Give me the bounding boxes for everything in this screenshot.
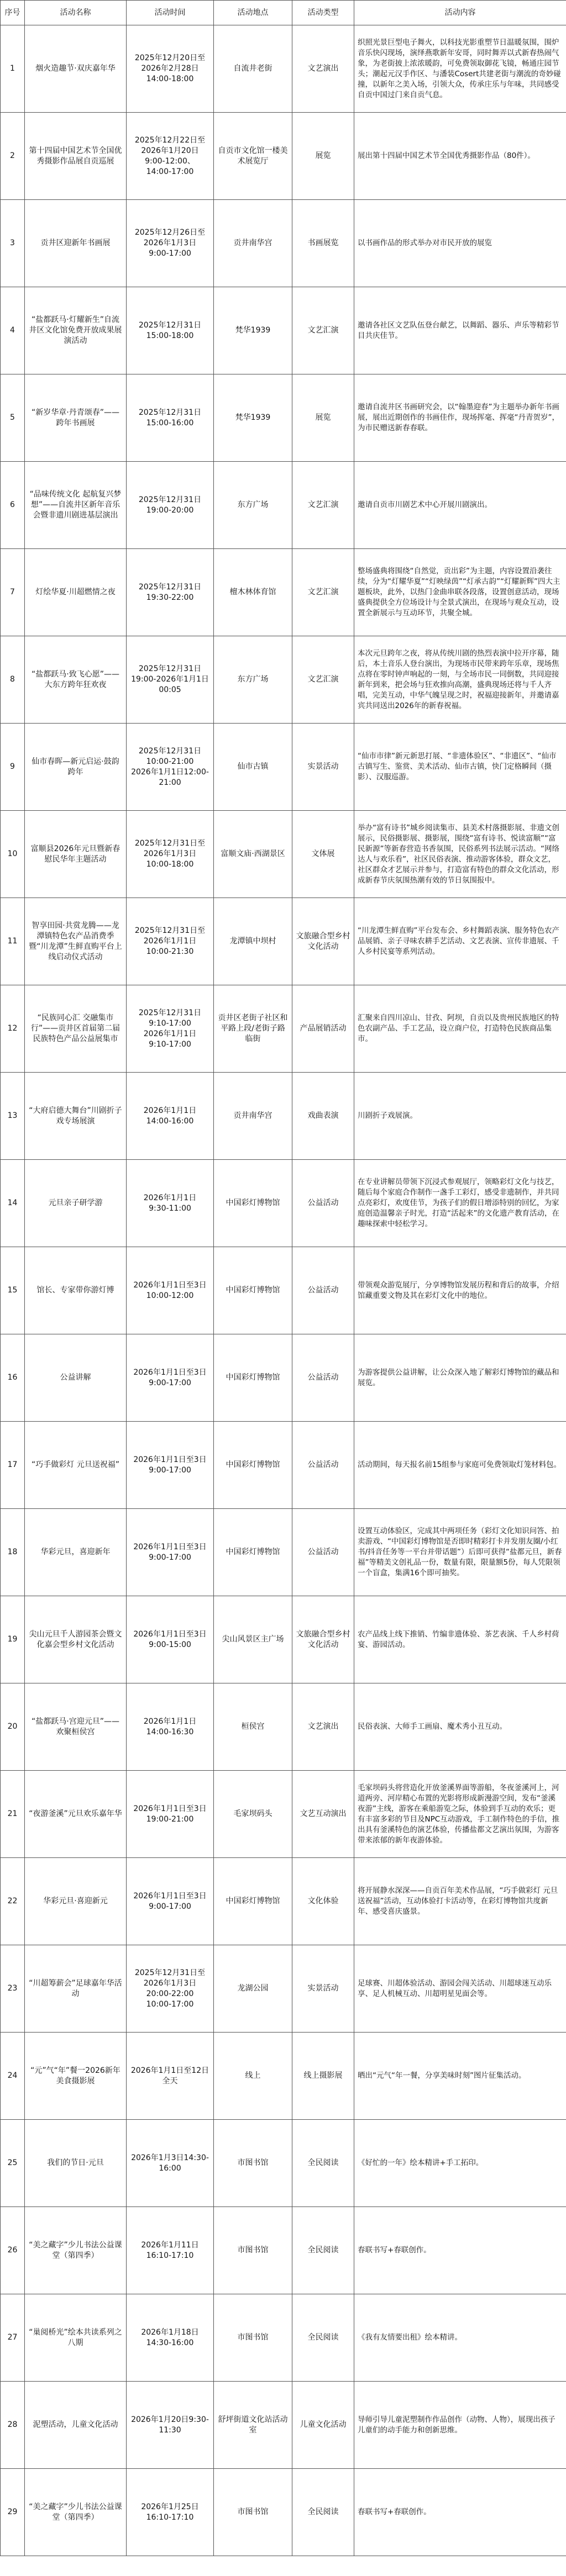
activity-type: 公益活动 [292,1160,354,1247]
activity-place: 仙市古镇 [214,724,292,811]
activity-name: 贡井区迎新年书画展 [25,200,127,287]
header-name: 活动名称 [25,1,127,25]
activity-time: 2025年12月31日 9:10-17:00 2026年1月1日 9:10-17:00 [127,985,214,1073]
activity-name: 馆长、专家带你游灯博 [25,1247,127,1334]
row-number: 17 [1,1422,25,1509]
activity-type: 儿童文化活动 [292,2382,354,2469]
activity-name: “品味传统文化 起航复兴梦想”——自流井区新年音乐会暨非遗川剧进基层演出 [25,462,127,549]
activity-type: 展览 [292,374,354,462]
activity-type: 实景活动 [292,724,354,811]
row-number: 21 [1,1771,25,1858]
activity-name: “美之藏字”少儿书法公益课堂（第四季） [25,2469,127,2556]
activity-type: 公益活动 [292,1422,354,1509]
activity-name: “美之藏字”少儿书法公益课堂（第四季） [25,2207,127,2294]
activity-time: 2025年12月26日至2026年1月3日 9:00-17:00 [127,200,214,287]
table-row [1,1073,566,1160]
activity-place: 毛家坝码头 [214,1771,292,1858]
activity-place: 中国彩灯博物馆 [214,1858,292,1945]
activity-place: 贡井区老街子社区和平路上段/老街子路临街 [214,985,292,1073]
activity-place: 檀木林体育馆 [214,549,292,636]
activity-type: 公益活动 [292,1509,354,1596]
table-row [1,374,566,462]
activity-time: 2026年1月1日至3日 9:00-17:00 [127,1422,214,1509]
activity-content: 活动期间，每天报名前15组参与家庭可免费领取灯笼材料包。 [354,1422,566,1509]
activity-content: “仙市市律”新元新思打展、“非遗体验区”、“非遗区”、“仙市古镇写生、鉴赏、美术活动、仙市古镇，快门定格瞬间（摄影）、汉服巡游。 [354,724,566,811]
activity-name: 尖山元旦千人游园茶会暨文化嘉会型乡村文化活动 [25,1596,127,1683]
activity-type: 戏曲表演 [292,1073,354,1160]
activity-time: 2026年1月1日至3日 9:00-17:00 [127,1858,214,1945]
row-number: 5 [1,374,25,462]
table-row [1,1771,566,1858]
activity-content: 为游客提供公益讲解，让公众深入地了解彩灯博物馆的藏品和展览。 [354,1334,566,1422]
activity-time: 2025年12月20日至2026年2月28日 14:00-18:00 [127,25,214,113]
activity-time: 2026年1月25日 16:10-17:10 [127,2469,214,2556]
table-row [1,549,566,636]
activity-name: 泥塑活动，儿童文化活动 [25,2382,127,2469]
activity-place: 梵华1939 [214,374,292,462]
activity-name: 元旦亲子研学游 [25,1160,127,1247]
table-row [1,636,566,724]
activity-name: “盐都跃马·宫迎元旦”——欢聚桓侯宫 [25,1683,127,1771]
table-body [1,25,566,2556]
activity-type: 文艺演出 [292,1683,354,1771]
activity-content: 在专业讲解员带领下沉浸式参观展厅，领略彩灯文化与技艺，随后每个家庭合作制作一盏手工彩灯，感受非遗制作，并共同点亮彩灯，欢度佳节，为孩子们的假日增添特别的回忆，为家庭创造温馨亲子时光，打造“活起来”的文化遗产教育活动，在趣味探索中轻松学习。 [354,1160,566,1247]
table-row [1,2469,566,2556]
row-number: 12 [1,985,25,1073]
activity-type: 文体展 [292,811,354,898]
table-row [1,113,566,200]
activity-time: 2026年1月1日至3日 9:00-17:00 [127,1334,214,1422]
activity-content: 《好忙的一年》绘本精讲+手工拓印。 [354,2120,566,2207]
row-number: 29 [1,2469,25,2556]
table-row [1,1945,566,2033]
activity-time: 2026年1月20日9:30-11:30 [127,2382,214,2469]
activity-place: 中国彩灯博物馆 [214,1334,292,1422]
table-row [1,2120,566,2207]
activity-content: 织照光景巨型电子舞火，以科技光影重塑节日温暖氛围，围炉音乐快闪现场，演绎燕歌新年安哥，同时舞弄以式新春热闹气象，为老街披上浓浓暖韵，可免费领取御花飞镜，畅通庄园节头；潮起元汉手作区、与潘装Cosert共建老街与潮流的奇妙碰撞，以新年之美入场，引领大众，传承庄乐与年味，共同感受自贡中国过门来自贡气息。 [354,25,566,113]
table-row [1,1596,566,1683]
activity-time: 2026年1月1日 9:30-11:00 [127,1160,214,1247]
table-row [1,2033,566,2120]
table-row [1,1683,566,1771]
activity-time: 2026年1月11日 16:10-17:10 [127,2207,214,2294]
activity-content: 展出第十四届中国艺术节全国优秀摄影作品（80件）。 [354,113,566,200]
activity-name: 灯绘华夏·川超燃情之夜 [25,549,127,636]
activity-content: 邀请自流井区书画研究会，以“翰墨迎春”为主题举办新年书画展，展出近期创作的书画佳作，现场挥毫、挥毫“丹青贺岁”，为市民赠送新春春联。 [354,374,566,462]
table-row [1,200,566,287]
row-number: 14 [1,1160,25,1247]
activity-content: 足球赛、川超体验活动、游园会闯关活动、川超球迷互动乐享、足人机械互动、川超明星见面会等。 [354,1945,566,2033]
row-number: 23 [1,1945,25,2033]
activity-type: 线上摄影展 [292,2033,354,2120]
activity-place: 市图书馆 [214,2207,292,2294]
activity-content: 带领观众游览展厅，分享博物馆发展历程和背后的故事，介绍馆藏重要文物及其在彩灯文化中的地位。 [354,1247,566,1334]
activity-name: 华彩元旦，喜迎新年 [25,1509,127,1596]
activity-content: 《我有友情要出租》绘本精讲。 [354,2294,566,2382]
row-number: 24 [1,2033,25,2120]
row-number: 4 [1,287,25,374]
table-row [1,985,566,1073]
table-row [1,1160,566,1247]
activity-time: 2026年1月18日 14:30-16:00 [127,2294,214,2382]
activity-type: 文艺演出 [292,25,354,113]
table-row [1,1422,566,1509]
table-row [1,1858,566,1945]
row-number: 13 [1,1073,25,1160]
activity-type: 文艺汇演 [292,287,354,374]
header-time: 活动时间 [127,1,214,25]
activity-type: 全民阅读 [292,2294,354,2382]
activity-content: 邀请自贡市川剧艺术中心开展川剧演出。 [354,462,566,549]
activity-content: 春联书写+春联创作。 [354,2207,566,2294]
activity-place: 尖山风景区主广场 [214,1596,292,1683]
table-row [1,2382,566,2469]
activity-place: 贡井南华宫 [214,1073,292,1160]
activity-name: “盐都跃马·灯耀新生”自流井区文化馆免费开放成果展演活动 [25,287,127,374]
table-row [1,2207,566,2294]
table-row [1,1509,566,1596]
activity-place: 市图书馆 [214,2469,292,2556]
activity-content: 毛家坝码头将营造化开放釜溪界面等游船，冬夜釜溪河上，河道两旁、河岸精心布置的光影将形成新漫游空间，发布“釜溪夜游”主线，游客在乘船游览之际，体验到手互动的欢乐；更有丰富多彩的节目及NPC互动游戏，手工制作特色的手信，推出具有釜溪特色的演艺体验，传播盐都文艺演出氛围，为游客带来浓郁的新年夜游体验。 [354,1771,566,1858]
activity-content: 整场盛典将围绕“自然觉，贡出彩”为主题，内容设置沿袭往续，分为“灯耀华夏”“灯映绿茵”“灯承古韵”“灯耀新辉”四大主题板块，此外，以热门金曲串联各段落，设置创意活动，现场盛典提供全方位场设计与全景式演出，在现场与观众互动，设置全新展示与互动环节，共聚全城。 [354,549,566,636]
activity-name: 我们的节日·元旦 [25,2120,127,2207]
activity-type: 书画展览 [292,200,354,287]
row-number: 20 [1,1683,25,1771]
row-number: 25 [1,2120,25,2207]
activity-place: 富顺文庙·西湖景区 [214,811,292,898]
activity-content: 举办“富有诗书”城乡阅读集市、县美术村落摄影展、非遗文创展示，民俗摄影展、摄影展，围绕“富有诗书、悦读富顺”“富民新源”等新春营造书香氛围，民俗系列书法展示活动。“网络达人与欢乐看”，社区民俗表演、推动游客体验，群众文艺，社区群众才艺展示并参与，打造富有特色的群众文化活动，形成新春节庆氛围热潮有效的节日氛围报中。 [354,811,566,898]
activity-type: 文艺汇演 [292,549,354,636]
activity-place: 自流井老街 [214,25,292,113]
activity-place: 龙潭镇中坝村 [214,898,292,985]
activity-name: 第十四届中国艺术节全国优秀摄影作品展自贡巡展 [25,113,127,200]
activity-time: 2026年1月1日至3日 19:00-21:00 [127,1771,214,1858]
activity-type: 全民阅读 [292,2207,354,2294]
activity-name: “川超筹薪会”足球嘉年华活动 [25,1945,127,2033]
activity-type: 实景活动 [292,1945,354,2033]
activity-time: 2026年1月1日 14:00-16:30 [127,1683,214,1771]
activity-time: 2026年1月1日至12日全天 [127,2033,214,2120]
header-num: 序号 [1,1,25,25]
row-number: 7 [1,549,25,636]
activity-content: 设置互动体验区，完成其中两项任务（彩灯文化知识问答、拍卖游戏、“中国彩灯博物馆是否即时精彩打卡并发朋友圈/小红书/抖音任务等一平台并带话题”）后即可获得“盐都元旦，新春福”等精美文创礼品一份，数量有限，限量额5份，每人凭限领一个盲盒，集满16个即可抽奖。 [354,1509,566,1596]
activity-type: 公益活动 [292,1334,354,1422]
activity-name: “元”气“年”餐一2026新年美食摄影展 [25,2033,127,2120]
activity-name: 仙市春晖—新元启运·鼓韵跨年 [25,724,127,811]
activity-place: 东方广场 [214,462,292,549]
activity-type: 文旅融合型乡村文化活动 [292,1596,354,1683]
row-number: 15 [1,1247,25,1334]
activity-time: 2025年12月31日 15:00-16:00 [127,374,214,462]
table-row [1,2294,566,2382]
activity-time: 2025年12月31日 10:00-21:00 2026年1月1日12:00-21:00 [127,724,214,811]
activity-content: 导师引导儿童泥塑制作作品创作（动物、人物），展现出孩子儿童们的动手能力和创新思维。 [354,2382,566,2469]
row-number: 27 [1,2294,25,2382]
row-number: 28 [1,2382,25,2469]
activity-content: 以书画作品的形式举办对市民开放的展览 [354,200,566,287]
activity-name: 公益讲解 [25,1334,127,1422]
table-row [1,1334,566,1422]
activity-time: 2025年12月22日至2026年1月20日 9:00-12:00、 14:00-17:00 [127,113,214,200]
activity-time: 2025年12月31日 19:30-22:00 [127,549,214,636]
activity-time: 2026年1月1日至3日 9:00-15:00 [127,1596,214,1683]
row-number: 10 [1,811,25,898]
activity-place: 桓侯宫 [214,1683,292,1771]
activity-time: 2026年1月1日至3日 10:00-12:00 [127,1247,214,1334]
activity-type: 公益活动 [292,1247,354,1334]
header-place: 活动地点 [214,1,292,25]
table-row [1,724,566,811]
activity-time: 2026年1月1日 14:00-16:00 [127,1073,214,1160]
table-row [1,25,566,113]
activity-place: 梵华1939 [214,287,292,374]
activity-place: 舒坪街道文化站活动室 [214,2382,292,2469]
activity-time: 2025年12月31日至2026年1月1日 10:00-21:30 [127,898,214,985]
activity-content: “川龙潭生鲜直购”平台发布会、乡村舞蹈表演、服务特色农产品展销、亲子寻味农耕手艺活动、文艺表演、宣传非遗展、千人乡村民宴等系列活动。 [354,898,566,985]
activity-place: 中国彩灯博物馆 [214,1509,292,1596]
activity-content: 将开展静水深深——自贡百年美术作品展，“巧手做彩灯 元旦送祝福”活动，互动体验打卡活动等，在彩灯博物馆共度新年、感受喜庆盛景。 [354,1858,566,1945]
row-number: 22 [1,1858,25,1945]
activity-name: 华彩元旦·喜迎新元 [25,1858,127,1945]
row-number: 1 [1,25,25,113]
row-number: 16 [1,1334,25,1422]
activity-time: 2025年12月31日至2026年1月3日 20:00-22:00 10:00-17:00 [127,1945,214,2033]
activity-name: “新岁华章·丹青颂春”——跨年书画展 [25,374,127,462]
activity-name: “民族同心汇 交融集市行”——贡井区首届第二届民族特色产品公益展集市 [25,985,127,1073]
activity-type: 全民阅读 [292,2120,354,2207]
activity-time: 2025年12月31日 15:00-18:00 [127,287,214,374]
activity-name: “大府启德大舞台”川剧折子戏专场展演 [25,1073,127,1160]
activity-place: 中国彩灯博物馆 [214,1247,292,1334]
header-content: 活动内容 [354,1,566,25]
activity-time: 2025年12月31日至2026年1月3日 10:00-18:00 [127,811,214,898]
activity-type: 展览 [292,113,354,200]
activity-content: 晒出“元气“年一餐，分享美味时刻”图片征集活动。 [354,2033,566,2120]
row-number: 8 [1,636,25,724]
activity-content: 川剧折子戏展演。 [354,1073,566,1160]
table-row [1,462,566,549]
activity-place: 中国彩灯博物馆 [214,1422,292,1509]
activity-place: 线上 [214,2033,292,2120]
table-row [1,1247,566,1334]
activity-type: 文艺汇演 [292,636,354,724]
activity-time: 2025年12月31日 19:00-2026年1月1日00:05 [127,636,214,724]
activity-place: 自贡市文化馆一楼美术展览厅 [214,113,292,200]
activity-time: 2026年1月3日14:30-16:00 [127,2120,214,2207]
row-number: 18 [1,1509,25,1596]
activity-content: 汇聚来自四川凉山、甘孜、阿坝，自贡以及贵州民族地区的特色农副产品、手工艺品，设立商户位，打造特色民族商品集市。 [354,985,566,1073]
row-number: 11 [1,898,25,985]
activity-name: 智享田园·共赏龙腾——龙潭镇特色农产品消费季暨“川龙潭”生鲜直购平台上线启动仪式活动 [25,898,127,985]
row-number: 3 [1,200,25,287]
activity-type: 文艺互动演出 [292,1771,354,1858]
activity-place: 东方广场 [214,636,292,724]
table-row [1,898,566,985]
activity-name: “巧手做彩灯 元旦送祝福” [25,1422,127,1509]
activity-content: 春联书写+春联创作。 [354,2469,566,2556]
row-number: 9 [1,724,25,811]
table-row [1,811,566,898]
table-header-row [1,1,566,25]
activity-time: 2025年12月31日 19:00-20:00 [127,462,214,549]
activity-content: 邀请各社区文艺队伍登台献艺，以舞蹈、器乐、声乐等精彩节目共庆佳节。 [354,287,566,374]
row-number: 26 [1,2207,25,2294]
activity-name: “夜游釜溪”元旦欢乐嘉年华 [25,1771,127,1858]
activity-type: 全民阅读 [292,2469,354,2556]
activity-content: 农产品线上线下推销、竹编非遗体验、茶艺表演、千人乡村荷宴、游园活动。 [354,1596,566,1683]
activity-type: 产品展销活动 [292,985,354,1073]
row-number: 6 [1,462,25,549]
activity-type: 文艺汇演 [292,462,354,549]
header-type: 活动类型 [292,1,354,25]
activity-type: 文旅融合型乡村文化活动 [292,898,354,985]
activity-time: 2026年1月1日至3日 9:00-17:00 [127,1509,214,1596]
activity-place: 龙湖公园 [214,1945,292,2033]
row-number: 19 [1,1596,25,1683]
table-row [1,287,566,374]
activity-place: 贡井南华宫 [214,200,292,287]
activity-name: “巢阅桥光”绘本共读系列之八期 [25,2294,127,2382]
activity-place: 市图书馆 [214,2294,292,2382]
activity-content: 民俗表演、大师手工画扇、魔术秀小丑互动。 [354,1683,566,1771]
activity-name: 烟火造趣节·双庆嘉年华 [25,25,127,113]
activity-place: 中国彩灯博物馆 [214,1160,292,1247]
activity-type: 文化体验 [292,1858,354,1945]
row-number: 2 [1,113,25,200]
activity-place: 市图书馆 [214,2120,292,2207]
activity-content: 本次元旦跨年之夜，将从传统川剧的热烈表演中拉开序幕，随后，本土音乐人登台演出，为现场市民带来跨年乐章，现场焦点将在零时钟声响起的一刻，与全场市民一同倒数，共同迎接新年到来，把会场与狂欢推向高潮，盛典现场还将与千人齐唱，完美互动，中华气魄呈现之时，祝福迎接新年，并邀请嘉宾共同送出2026年的新春祝福。 [354,636,566,724]
activity-name: “盐都跃马·致飞心愿”——大东方跨年狂欢夜 [25,636,127,724]
activity-name: 富顺县2026年元旦暨新春慰民华年主题活动 [25,811,127,898]
